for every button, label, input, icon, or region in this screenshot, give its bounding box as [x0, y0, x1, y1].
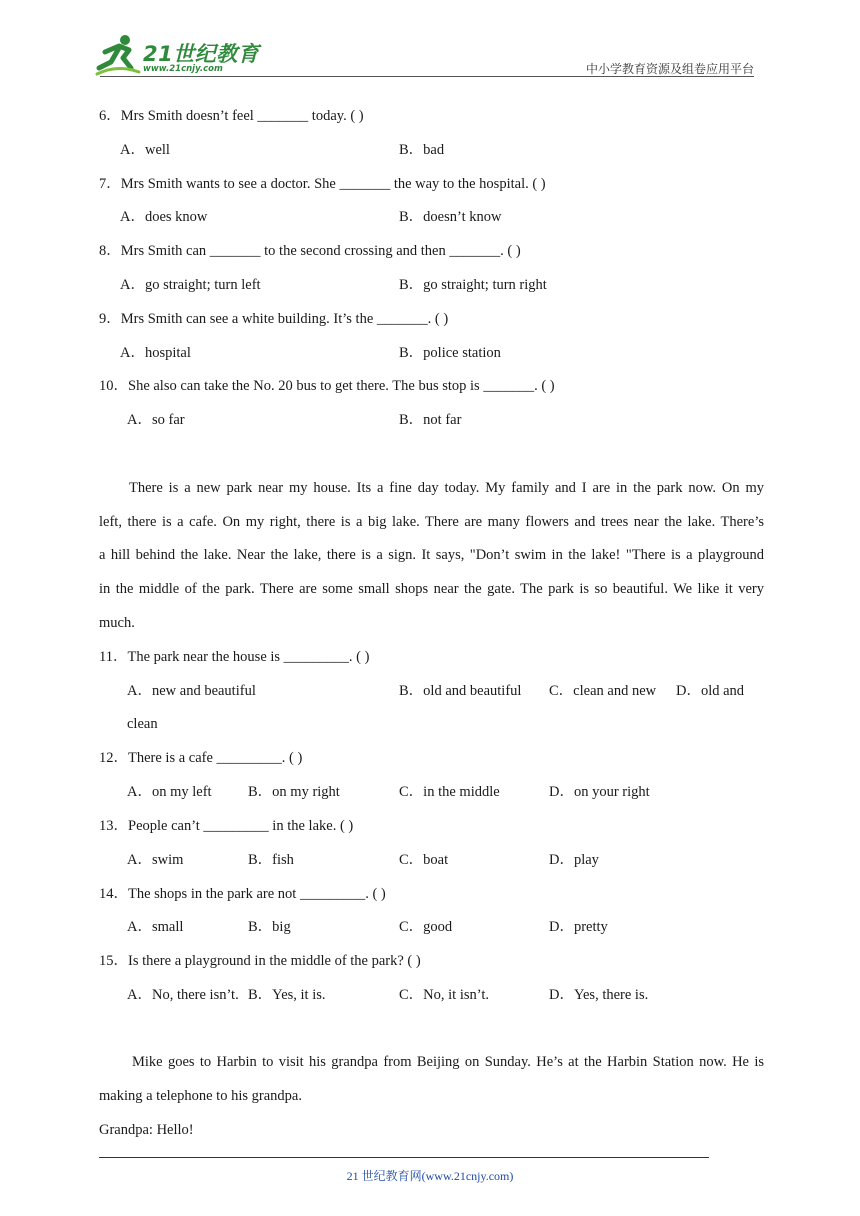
q11-option-c: C．clean and new — [549, 683, 657, 699]
q7-option-a: A．does know — [120, 209, 208, 225]
q14-option-d: D．pretty — [549, 919, 608, 935]
q11-option-a: A．new and beautiful — [127, 683, 256, 699]
footer-source: 21 世纪教育网(www.21cnjy.com) — [346, 1169, 514, 1183]
question-14: 14．The shops in the park are not _________. ( ) — [99, 886, 386, 902]
q14-option-b: B．big — [248, 919, 291, 935]
q15-option-c: C．No, it isn’t. — [399, 987, 489, 1003]
q9-option-a: A．hospital — [120, 345, 191, 361]
passage-3-line-2: making a telephone to his grandpa. — [99, 1088, 302, 1104]
question-13: 13．People can’t _________ in the lake. ( ) — [99, 818, 354, 834]
question-6: 6．Mrs Smith doesn’t feel _______ today. ( ) — [99, 108, 364, 124]
q6-option-a: A．well — [120, 142, 170, 158]
site-logo — [95, 34, 265, 78]
q13-option-d: D．play — [549, 852, 599, 868]
q7-option-b: B．doesn’t know — [399, 209, 502, 225]
passage-2-line-1: There is a new park near my house. Its a fine day today. My family and I are in the park now. On my — [129, 480, 764, 496]
header-divider — [100, 76, 754, 77]
q6-option-b: B．bad — [399, 142, 445, 158]
q13-option-a: A．swim — [127, 852, 184, 868]
question-11: 11．The park near the house is _________. ( ) — [99, 649, 370, 665]
page-header — [0, 0, 860, 90]
q8-option-b: B．go straight; turn right — [399, 277, 547, 293]
footer-divider — [99, 1157, 709, 1158]
logo-url: www.21cnjy.com — [143, 64, 223, 74]
runner-logo-icon — [95, 34, 141, 76]
question-7: 7．Mrs Smith wants to see a doctor. She _______ the way to the hospital. ( ) — [99, 176, 546, 192]
question-15: 15．Is there a playground in the middle of the park? ( ) — [99, 953, 421, 969]
passage-2-line-4: in the middle of the park. There are some small shops near the gate. The park is so beautiful. We like it very — [99, 581, 764, 597]
q12-option-a: A．on my left — [127, 784, 212, 800]
passage-2-line-3: a hill behind the lake. Near the lake, there is a sign. It says, "Don’t swim in the lake! "There is a playground — [99, 547, 764, 563]
q10-option-b: B．not far — [399, 412, 462, 428]
q8-option-a: A．go straight; turn left — [120, 277, 261, 293]
q12-option-c: C．in the middle — [399, 784, 500, 800]
q12-option-d: D．on your right — [549, 784, 650, 800]
q15-option-d: D．Yes, there is. — [549, 987, 649, 1003]
question-8: 8．Mrs Smith can _______ to the second crossing and then _______. ( ) — [99, 243, 521, 259]
q11-option-d-continued: clean — [127, 716, 158, 732]
dialogue-grandpa-line: Grandpa: Hello! — [99, 1122, 194, 1138]
q14-option-a: A．small — [127, 919, 184, 935]
q9-option-b: B．police station — [399, 345, 501, 361]
q13-option-b: B．fish — [248, 852, 294, 868]
q13-option-c: C．boat — [399, 852, 449, 868]
q12-option-b: B．on my right — [248, 784, 340, 800]
passage-2-line-2: left, there is a cafe. On my right, there is a big lake. There are many flowers and trees near the lake. There’s — [99, 514, 764, 530]
question-12: 12．There is a cafe _________. ( ) — [99, 750, 303, 766]
platform-name: 中小学教育资源及组卷应用平台 — [585, 62, 754, 76]
passage-3-line-1: Mike goes to Harbin to visit his grandpa from Beijing on Sunday. He’s at the Harbin Station now. He is — [132, 1054, 764, 1070]
q10-option-a: A．so far — [127, 412, 185, 428]
q15-option-b: B．Yes, it is. — [248, 987, 326, 1003]
question-9: 9．Mrs Smith can see a white building. It’s the _______. ( ) — [99, 311, 449, 327]
logo-wordmark: 21世纪教育 — [143, 42, 260, 66]
q15-option-a: A．No, there isn’t. — [127, 987, 239, 1003]
q14-option-c: C．good — [399, 919, 453, 935]
q11-option-d: D．old and — [676, 683, 745, 699]
question-10: 10．She also can take the No. 20 bus to get there. The bus stop is _______. ( ) — [99, 378, 555, 394]
q11-option-b: B．old and beautiful — [399, 683, 522, 699]
passage-2-line-5: much. — [99, 615, 135, 631]
